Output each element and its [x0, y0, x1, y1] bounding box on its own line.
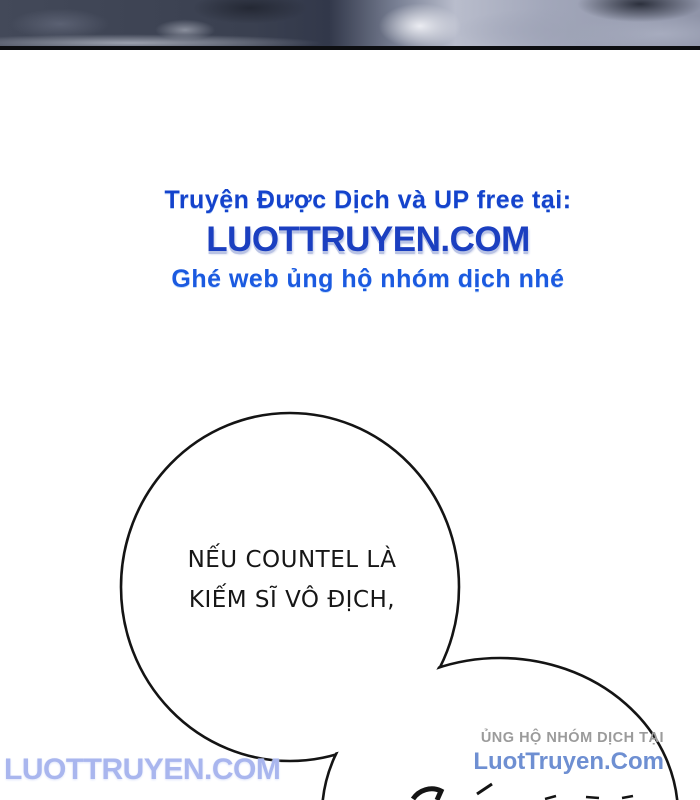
- support-credit-caption: ỦNG HỘ NHÓM DỊCH TẠI: [480, 730, 664, 746]
- promo-intro-text: Truyện Được Dịch và UP free tại:: [164, 186, 572, 214]
- promo-footer-text: Ghé web ủng hộ nhóm dịch nhé: [171, 265, 565, 293]
- dialogue-line-2: KIẾM SĨ VÔ ĐỊCH,: [188, 587, 396, 613]
- support-credit: [473, 731, 664, 774]
- dialogue-text: [92, 540, 492, 620]
- promo-site-name: LUOTTRUYEN.COM: [206, 220, 530, 259]
- support-credit-site: LuotTruyen.Com: [473, 747, 664, 775]
- dialogue-line-1: NẾU COUNTEL LÀ: [187, 547, 397, 573]
- watermark-bottom-left: LUOTTRUYEN.COM: [4, 753, 281, 786]
